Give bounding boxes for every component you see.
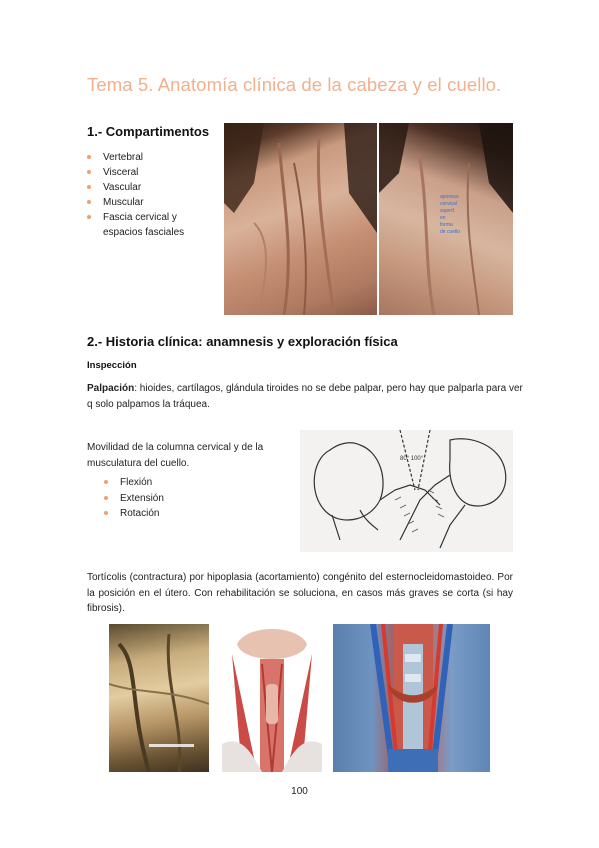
page-title: Tema 5. Anatomía clínica de la cabeza y el cuello. [87, 74, 502, 95]
list-item: Visceral [87, 165, 217, 180]
list-item: Muscular [87, 195, 217, 210]
cervical-flexion-sketch [300, 430, 513, 552]
list-item: Vascular [87, 180, 217, 195]
list-item: Fascia cervical y espacios fasciales [87, 210, 217, 240]
angle-label: 80° 100° [400, 456, 424, 462]
list-item: Extensión [104, 491, 224, 507]
torticolis-paragraph: Tortícolis (contractura) por hipoplasia (acortamiento) congénito del esternocleidomastoideo. Por la posición en el útero. Con rehabilitación se soluciona, en casos más graves se corta (si hay fibrosis). [87, 572, 513, 614]
image-annotation: aponeur. cervical superf. en forma de cuello [440, 194, 461, 235]
mobility-list [104, 475, 224, 522]
palpation-paragraph [87, 381, 527, 412]
list-item: Flexión [104, 475, 224, 491]
palpation-label: Palpación [87, 383, 135, 394]
section-1-heading: 1.- Compartimentos [87, 124, 210, 139]
list-item: Vertebral [87, 150, 217, 165]
neck-dissection-photo-1 [109, 624, 209, 772]
compartments-list [87, 150, 217, 240]
list-item: Rotación [104, 506, 224, 522]
inspection-subheading: Inspección [87, 360, 137, 371]
section-2-heading: 2.- Historia clínica: anamnesis y exploración física [87, 334, 398, 349]
mobility-paragraph: Movilidad de la columna cervical y de la musculatura del cuello. [87, 442, 264, 469]
page-number: 100 [291, 786, 308, 797]
neck-muscles-illustration [222, 624, 322, 772]
neck-dissection-photo-left [224, 123, 377, 315]
neck-anatomy-model-photo [333, 624, 490, 772]
palpation-text: : hioides, cartílagos, glándula tiroides no se debe palpar, pero hay que palparla para ver q solo palpamos la tráquea. [87, 383, 523, 410]
